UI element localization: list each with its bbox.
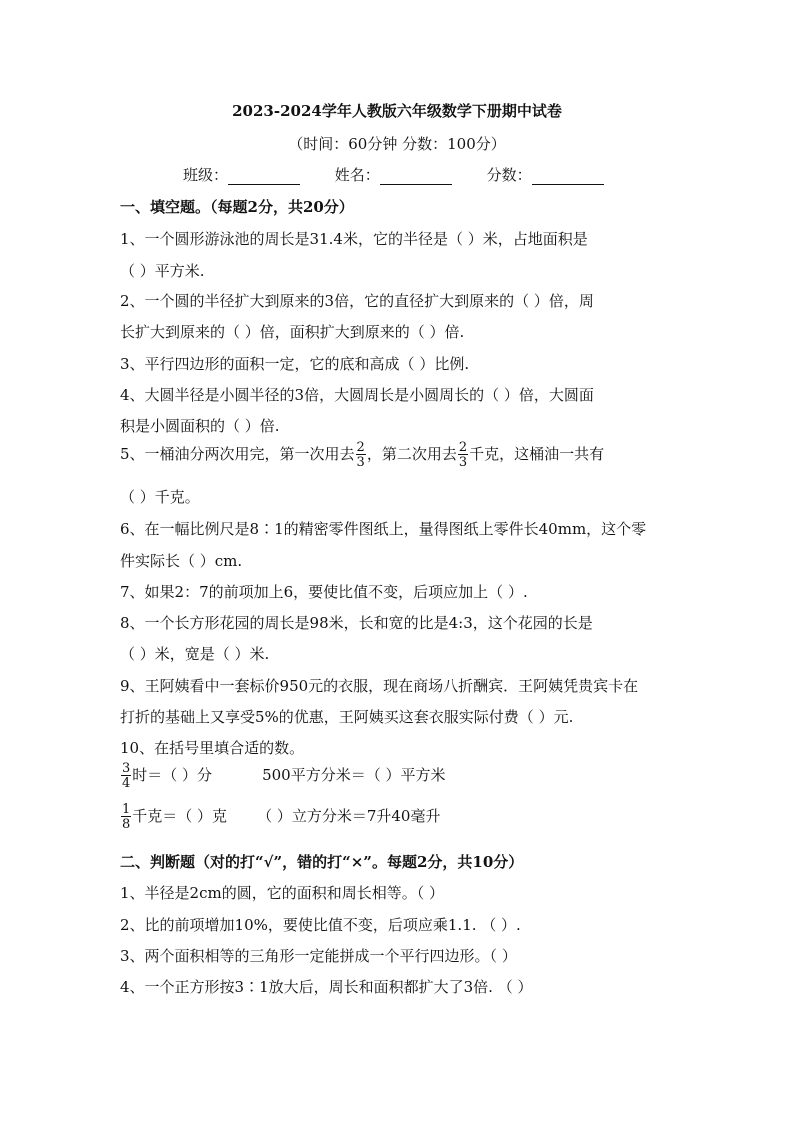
judge-question-3: 3、两个面积相等的三角形一定能拼成一个平行四边形。（ ）	[120, 947, 517, 965]
question-6-line-1: 6、在一幅比例尺是8∶1的精密零件图纸上，量得图纸上零件长40mm，这个零	[120, 520, 647, 538]
question-8-line-2: （ ）米，宽是（ ）米.	[120, 645, 270, 663]
question-10d: （ ）立方分米＝7升40毫升	[257, 807, 441, 825]
question-3: 3、平行四边形的面积一定，它的底和高成（ ）比例.	[120, 355, 470, 373]
question-10b: 500平方分米＝（ ）平方米	[262, 766, 446, 784]
fraction-three-quarters	[121, 762, 131, 790]
question-10c: 千克＝（ ）克	[132, 807, 228, 825]
question-10: 10、在括号里填合适的数。	[120, 739, 305, 757]
question-9-line-2: 打折的基础上又享受5%的优惠，王阿姨买这套衣服实际付费（ ）元.	[120, 708, 574, 726]
fraction-numerator: 3	[122, 761, 131, 776]
exam-subtitle: （时间：60分钟 分数：100分）	[288, 135, 506, 153]
question-5-text-b: ，第二次用去	[366, 445, 457, 463]
question-7: 7、如果2：7的前项加上6，要使比值不变，后项应加上（ ）.	[120, 583, 528, 601]
question-6-line-2: 件实际长（ ）cm.	[120, 552, 243, 570]
fraction-numerator: 1	[122, 802, 131, 817]
fraction-numerator: 2	[356, 440, 365, 455]
question-5-text-c: 千克，这桶油一共有	[469, 445, 605, 463]
fraction-denominator: 3	[356, 455, 365, 470]
section2-heading: 二、判断题（对的打“√”，错的打“×”。每题2分，共10分）	[120, 853, 524, 871]
question-9-line-1: 9、王阿姨看中一套标价950元的衣服，现在商场八折酬宾．王阿姨凭贵宾卡在	[120, 677, 639, 695]
question-5-text-a: 5、一桶油分两次用完，第一次用去	[120, 445, 355, 463]
section1-heading: 一、填空题。（每题2分，共20分）	[120, 198, 354, 216]
judge-question-2: 2、比的前项增加10%，要使比值不变，后项应乘1.1. （ ）.	[120, 916, 521, 934]
class-blank	[228, 168, 300, 185]
question-2-line-2: 长扩大到原来的（ ）倍，面积扩大到原来的（ ）倍.	[120, 323, 465, 341]
judge-question-4: 4、一个正方形按3∶1放大后，周长和面积都扩大了3倍. （ ）	[120, 978, 533, 996]
question-5-line-2: （ ）千克。	[120, 488, 200, 506]
score-label: 分数：	[486, 166, 532, 184]
name-label: 姓名：	[334, 166, 380, 184]
question-10a: 时＝（ ）分	[132, 766, 213, 784]
question-2-line-1: 2、一个圆的半径扩大到原来的3倍，它的直径扩大到原来的（ ）倍，周	[120, 292, 594, 310]
name-blank	[380, 168, 452, 185]
fraction-two-thirds-a	[356, 441, 366, 469]
fraction-numerator: 2	[458, 440, 468, 455]
fraction-denominator: 8	[122, 817, 131, 832]
question-10-row-1	[120, 762, 445, 790]
fraction-two-thirds-b	[458, 441, 468, 469]
fraction-denominator: 4	[122, 776, 131, 791]
exam-title: 2023-2024学年人教版六年级数学下册期中试卷	[232, 102, 562, 120]
judge-question-1: 1、半径是2cm的圆，它的面积和周长相等。（ ）	[120, 884, 444, 902]
question-1-line-1: 1、一个圆形游泳池的周长是31.4米，它的半径是（ ）米，占地面积是	[120, 230, 588, 248]
question-8-line-1: 8、一个长方形花园的周长是98米，长和宽的比是4:3，这个花园的长是	[120, 614, 593, 632]
student-info-row	[183, 164, 604, 185]
question-4-line-2: 积是小圆面积的（ ）倍.	[120, 417, 280, 435]
score-blank	[532, 168, 604, 185]
question-5-line-1	[120, 441, 604, 469]
fraction-denominator: 3	[458, 455, 468, 470]
question-4-line-1: 4、大圆半径是小圆半径的3倍，大圆周长是小圆周长的（ ）倍，大圆面	[120, 386, 594, 404]
class-label: 班级：	[183, 166, 229, 184]
question-10-row-2	[120, 803, 440, 831]
fraction-one-eighth	[121, 803, 131, 831]
question-1-line-2: （ ）平方米.	[120, 262, 205, 280]
